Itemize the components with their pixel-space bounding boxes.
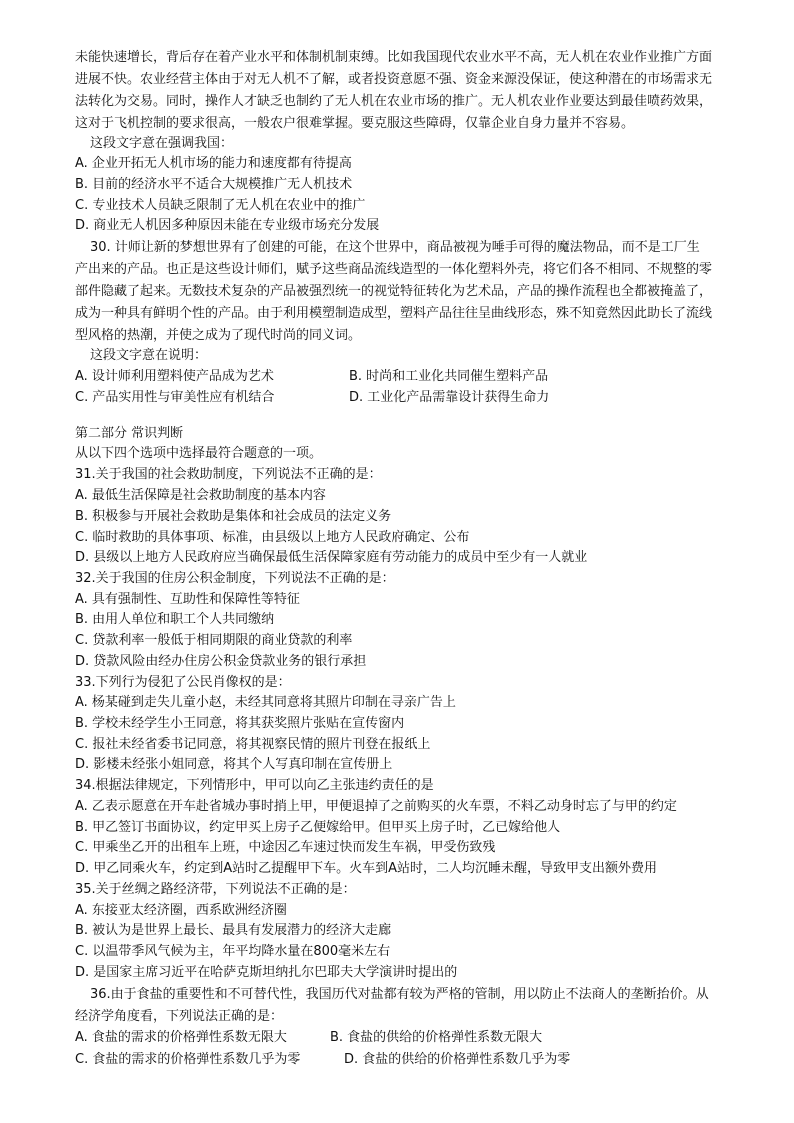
q33-option-d: D. 影楼未经张小姐同意，将其个人写真印制在宣传册上 bbox=[75, 757, 393, 772]
q30-option-d: D. 工业化产品需靠设计获得生命力 bbox=[349, 390, 550, 405]
q36-option-a: A. 食盐的需求的价格弹性系数无限大 bbox=[75, 1030, 287, 1045]
q29-option-d: D. 商业无人机因多种原因未能在专业级市场充分发展 bbox=[75, 218, 380, 233]
q30-option-c: C. 产品实用性与审美性应有机结合 bbox=[75, 390, 275, 405]
q32-option-b: B. 由用人单位和职工个人共同缴纳 bbox=[75, 612, 275, 627]
q30-text-line: 成为一种具有鲜明个性的产品。由于利用模塑制造成型，塑料产品往往呈曲线形态，殊不知竟然因此助长了流线 bbox=[75, 306, 713, 321]
q34-option-d: D. 甲乙同乘火车，约定到A站时乙提醒甲下车。火车到A站时，二人均沉睡未醒，导致甲支出额外费用 bbox=[75, 861, 658, 876]
q36-text-line: 36.由于食盐的重要性和不可替代性，我国历代对盐都有较为严格的管制，用以防止不法商人的垄断抬价。从 bbox=[90, 987, 709, 1002]
q29-text-line: 法转化为交易。同时，操作人才缺乏也制约了无人机在农业市场的推广。无人机农业作业要达到最佳喷药效果， bbox=[75, 94, 713, 109]
q34-option-c: C. 甲乘坐乙开的出租车上班，中途因乙车速过快而发生车祸，甲受伤致残 bbox=[75, 840, 496, 855]
q29-option-b: B. 目前的经济水平不适合大规模推广无人机技术 bbox=[75, 177, 353, 192]
q30-text-line: 部件隐藏了起来。无数技术复杂的产品被强烈统一的视觉特征转化为艺术品，产品的操作流程也全都被掩盖了， bbox=[75, 284, 713, 299]
q32-option-d: D. 贷款风险由经办住房公积金贷款业务的银行承担 bbox=[75, 654, 367, 669]
q36-option-c: C. 食盐的需求的价格弹性系数几乎为零 bbox=[75, 1052, 301, 1067]
q30-text-line: 产出来的产品。也正是这些设计师们，赋予这些商品流线造型的一体化塑料外壳，将它们各不相同、不规整的零 bbox=[75, 262, 713, 277]
q36-option-d: D. 食盐的供给的价格弹性系数几乎为零 bbox=[344, 1052, 571, 1067]
section-instruction: 从以下四个选项中选择最符合题意的一项。 bbox=[75, 446, 323, 461]
q31-option-c: C. 临时救助的具体事项、标准，由县级以上地方人民政府确定、公布 bbox=[75, 530, 470, 545]
q31-stem: 31.关于我国的社会救助制度，下列说法不正确的是： bbox=[75, 467, 382, 482]
q30-stem: 这段文字意在说明： bbox=[90, 348, 208, 363]
q30-text-line: 型风格的热潮，并使之成为了现代时尚的同义词。 bbox=[75, 328, 362, 343]
q32-option-a: A. 具有强制性、互助性和保障性等特征 bbox=[75, 592, 300, 607]
q29-stem: 这段文字意在强调我国： bbox=[90, 136, 234, 151]
section-title: 第二部分 常识判断 bbox=[75, 426, 184, 441]
q34-stem: 34.根据法律规定，下列情形中，甲可以向乙主张违约责任的是 bbox=[75, 778, 434, 793]
q29-text-line: 这对于飞机控制的要求很高，一般农户很难掌握。要克服这些障碍，仅靠企业自身力量并不容易。 bbox=[75, 116, 635, 131]
q34-option-a: A. 乙表示愿意在开车赴省城办事时捎上甲，甲便退掉了之前购买的火车票，不料乙动身时忘了与甲的约定 bbox=[75, 799, 677, 814]
q35-option-b: B. 被认为是世界上最长、最具有发展潜力的经济大走廊 bbox=[75, 923, 392, 938]
q30-option-b: B. 时尚和工业化共同催生塑料产品 bbox=[349, 369, 549, 384]
q36-text-line: 经济学角度看，下列说法正确的是： bbox=[75, 1009, 284, 1024]
q29-text-line: 进展不快。农业经营主体由于对无人机不了解，或者投资意愿不强、资金来源没保证，使这种潜在的市场需求无 bbox=[75, 72, 713, 87]
q33-stem: 33.下列行为侵犯了公民肖像权的是： bbox=[75, 675, 291, 690]
q33-option-b: B. 学校未经学生小王同意，将其获奖照片张贴在宣传窗内 bbox=[75, 716, 405, 731]
q32-stem: 32.关于我国的住房公积金制度，下列说法不正确的是： bbox=[75, 571, 395, 586]
q30-text-line: 30. 计师让新的梦想世界有了创建的可能，在这个世界中，商品被视为唾手可得的魔法物品，而不是工厂生 bbox=[90, 240, 700, 255]
q31-option-d: D. 县级以上地方人民政府应当确保最低生活保障家庭有劳动能力的成员中至少有一人就业 bbox=[75, 550, 588, 565]
q29-text-line: 未能快速增长，背后存在着产业水平和体制机制束缚。比如我国现代农业水平不高，无人机在农业作业推广方面 bbox=[75, 50, 713, 65]
q35-option-c: C. 以温带季风气候为主，年平均降水量在800毫米左右 bbox=[75, 944, 391, 959]
q33-option-a: A. 杨某碰到走失儿童小赵，未经其同意将其照片印制在寻亲广告上 bbox=[75, 695, 456, 710]
q35-option-d: D. 是国家主席习近平在哈萨克斯坦纳扎尔巴耶夫大学演讲时提出的 bbox=[75, 965, 458, 980]
q31-option-b: B. 积极参与开展社会救助是集体和社会成员的法定义务 bbox=[75, 509, 392, 524]
q32-option-c: C. 贷款利率一般低于相同期限的商业贷款的利率 bbox=[75, 633, 353, 648]
q29-option-a: A. 企业开拓无人机市场的能力和速度都有待提高 bbox=[75, 156, 352, 171]
q36-option-b: B. 食盐的供给的价格弹性系数无限大 bbox=[330, 1030, 543, 1045]
q33-option-c: C. 报社未经省委书记同意，将其视察民情的照片刊登在报纸上 bbox=[75, 737, 431, 752]
q35-stem: 35.关于丝绸之路经济带，下列说法不正确的是： bbox=[75, 882, 356, 897]
q30-option-a: A. 设计师利用塑料使产品成为艺术 bbox=[75, 369, 274, 384]
q29-option-c: C. 专业技术人员缺乏限制了无人机在农业中的推广 bbox=[75, 198, 366, 213]
q31-option-a: A. 最低生活保障是社会救助制度的基本内容 bbox=[75, 488, 326, 503]
q34-option-b: B. 甲乙签订书面协议，约定甲买上房子乙便嫁给甲。但甲买上房子时，乙已嫁给他人 bbox=[75, 820, 561, 835]
q35-option-a: A. 东接亚太经济圈，西系欧洲经济圈 bbox=[75, 903, 287, 918]
